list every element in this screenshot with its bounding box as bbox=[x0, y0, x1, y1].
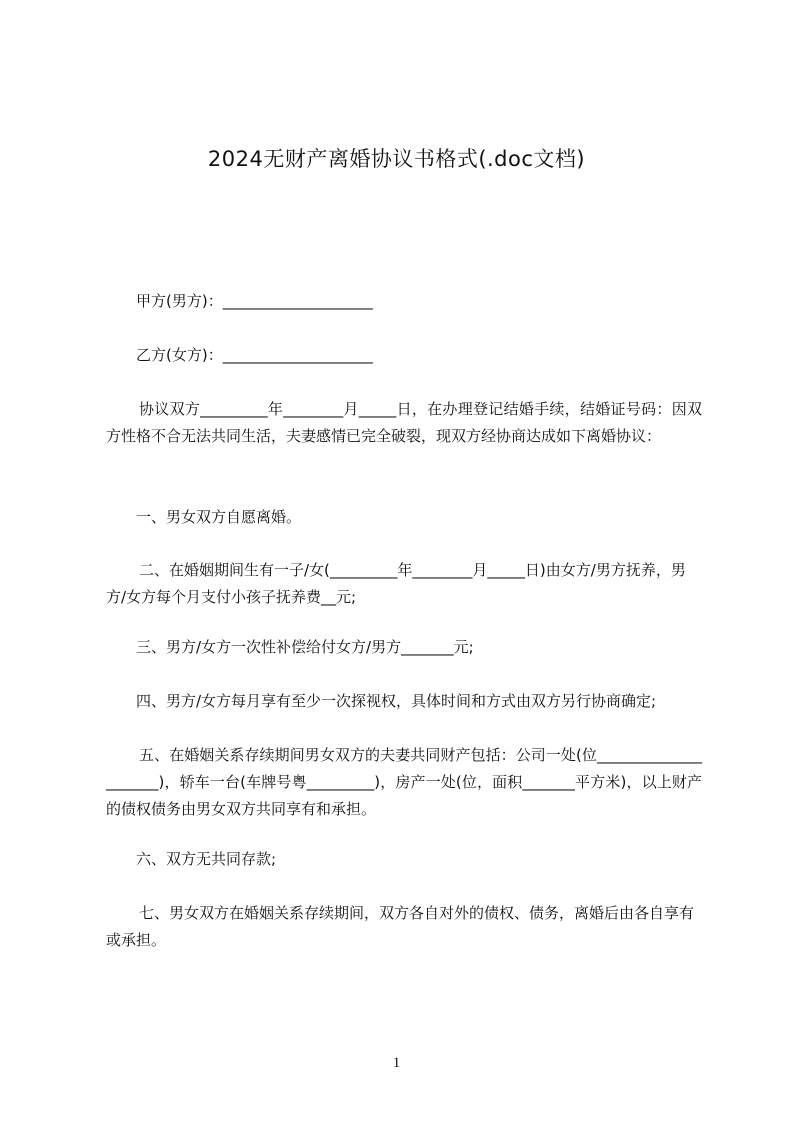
party-a-line: 甲方(男方)：____________________ bbox=[136, 292, 373, 310]
clause-6: 六、双方无共同存款; bbox=[136, 850, 277, 868]
agreement-intro-paragraph: 协议双方_________年________月_____日，在办理登记结婚手续，结婚证号码：因双方性格不合无法共同生活，夫妻感情已完全破裂，现双方经协商达成如下离婚协议： bbox=[106, 400, 702, 445]
clause-1: 一、男女双方自愿离婚。 bbox=[136, 508, 302, 526]
clause-2: 二、在婚姻期间生有一子/女(_________年________月_____日)由女方/男方抚养，男方/女方每个月支付小孩子抚养费__元; bbox=[106, 561, 686, 606]
page-number: 1 bbox=[392, 1055, 401, 1071]
document-title: 2024无财产离婚协议书格式(.doc文档) bbox=[207, 147, 586, 171]
clause-4: 四、男方/女方每月享有至少一次探视权，具体时间和方式由双方另行协商确定; bbox=[136, 692, 657, 710]
party-b-line: 乙方(女方)：____________________ bbox=[136, 346, 373, 364]
clause-7: 七、男女双方在婚姻关系存续期间，双方各自对外的债权、债务，离婚后由各自享有或承担。 bbox=[106, 904, 695, 949]
clause-3: 三、男方/女方一次性补偿给付女方/男方_______元; bbox=[136, 638, 474, 656]
clause-5: 五、在婚姻关系存续期间男女双方的夫妻共同财产包括：公司一处(位_____________________)，轿车一台(车牌号粤_________)，房产一处(位，面积_______平方米)，以上财产的债权债务由男女双方共同享有和承担。 bbox=[106, 746, 702, 818]
